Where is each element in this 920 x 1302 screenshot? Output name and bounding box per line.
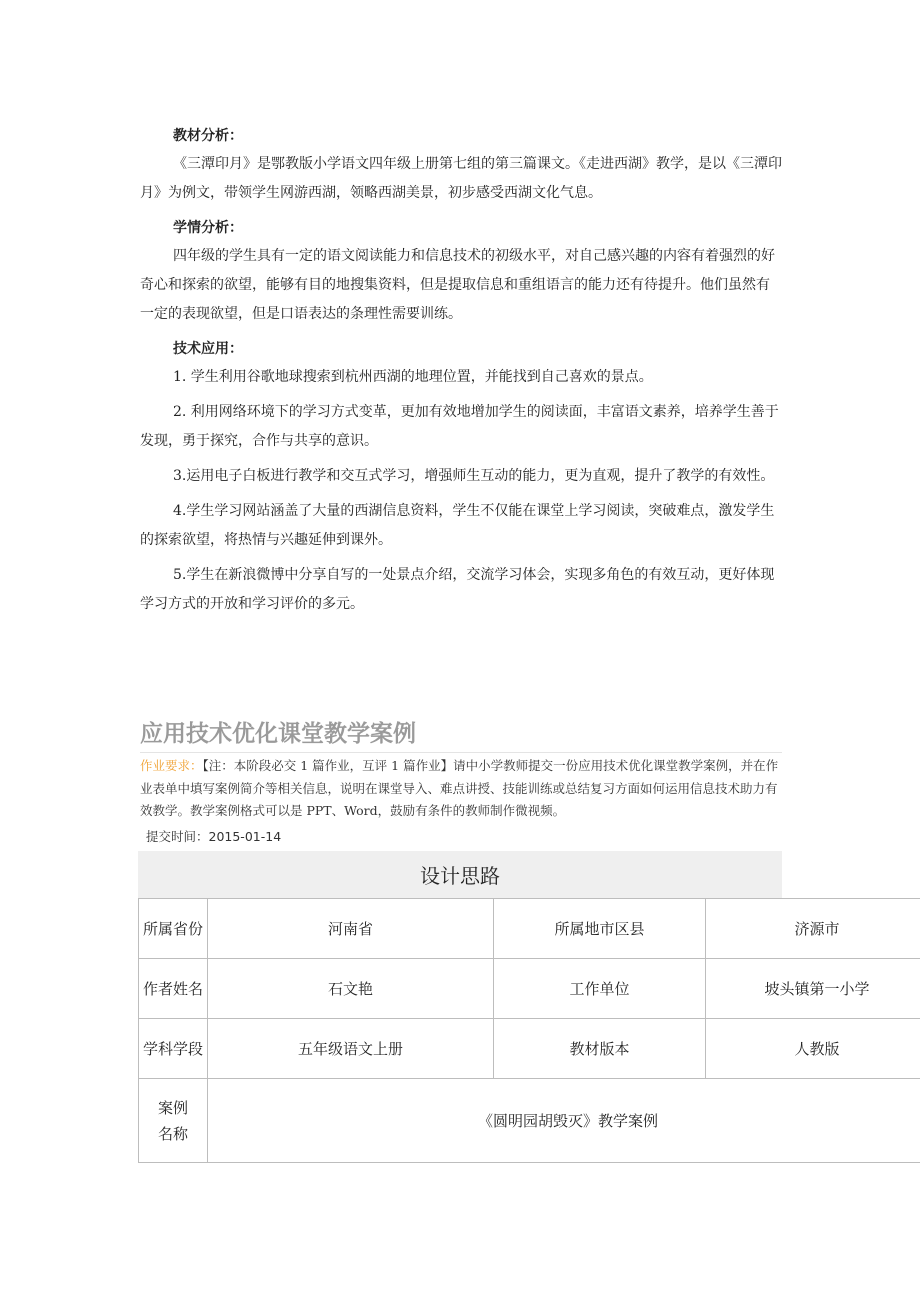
section-title: 应用技术优化课堂教学案例 [140,716,782,753]
list-item-1: 1. 学生利用谷歌地球搜索到杭州西湖的地理位置，并能找到自己喜欢的景点。 [173,369,653,385]
paragraph-textbook-analysis: 《三潭印月》是鄂教版小学语文四年级上册第七组的第三篇课文。《走进西湖》教学，是以《三潭印月》为例文，带领学生网游西湖，领略西湖美景，初步感受西湖文化气息。 [140,156,782,201]
cell-label-case-name [139,1079,208,1163]
cell-label-workplace: 工作单位 [494,959,706,1019]
table-row [139,899,920,959]
assignment-section [140,716,782,847]
cell-value-city: 济源市 [706,899,920,959]
document-body [140,122,782,619]
cell-value-workplace: 坡头镇第一小学 [706,959,920,1019]
design-idea-header: 设计思路 [138,851,782,898]
cell-value-province: 河南省 [208,899,494,959]
submit-time: 提交时间：2015-01-14 [146,828,282,844]
heading-textbook-analysis: 教材分析： [173,128,243,144]
table-row [139,1019,920,1079]
cell-label-edition: 教材版本 [494,1019,706,1079]
paragraph-student-analysis: 四年级的学生具有一定的语文阅读能力和信息技术的初级水平，对自己感兴趣的内容有着强烈的好奇心和探索的欲望，能够有目的地搜集资料，但是提取信息和重组语言的能力还有待提升。他们虽然有一定的表现欲望，但是口语表达的条理性需要训练。 [140,248,775,322]
table-row [139,959,920,1019]
table-row [139,1079,920,1163]
cell-label-subject: 学科学段 [139,1019,208,1079]
case-label-line-1: 案例 [157,1098,188,1117]
cell-value-edition: 人教版 [706,1019,920,1079]
list-item-5: 5.学生在新浪微博中分享自写的一处景点介绍，交流学习体会，实现多角色的有效互动，更好体现学习方式的开放和学习评价的多元。 [140,567,775,612]
heading-student-analysis: 学情分析： [173,220,243,236]
list-item-2: 2. 利用网络环境下的学习方式变革，更加有效地增加学生的阅读面，丰富语文素养，培养学生善于发现，勇于探究，合作与共享的意识。 [140,404,779,449]
requirements-text: 【注：本阶段必交 1 篇作业，互评 1 篇作业】请中小学教师提交一份应用技术优化课堂教学案例，并在作业表单中填写案例简介等相关信息，说明在课堂导入、难点讲授、技能训练或总结复习方面如何运用信息技术助力有效教学。教学案例格式可以是 PPT、Word，鼓励有条件的教师制作微视频。 [140,758,779,818]
cell-value-case-name: 《圆明园胡毁灭》教学案例 [208,1079,920,1163]
cell-label-city: 所属地市区县 [494,899,706,959]
heading-tech-application: 技术应用： [173,341,243,357]
assignment-requirements [140,755,782,823]
list-item-3: 3.运用电子白板进行教学和交互式学习，增强师生互动的能力，更为直观，提升了教学的有效性。 [173,468,775,484]
cell-label-author: 作者姓名 [139,959,208,1019]
list-item-4: 4.学生学习网站涵盖了大量的西湖信息资料，学生不仅能在课堂上学习阅读，突破难点，激发学生的探索欲望，将热情与兴趣延伸到课外。 [140,503,775,548]
cell-value-subject: 五年级语文上册 [208,1019,494,1079]
requirements-label: 作业要求： [140,758,203,773]
cell-value-author: 石文艳 [208,959,494,1019]
case-info-table [138,898,920,1163]
case-label-line-2: 名称 [157,1124,188,1143]
cell-label-province: 所属省份 [139,899,208,959]
